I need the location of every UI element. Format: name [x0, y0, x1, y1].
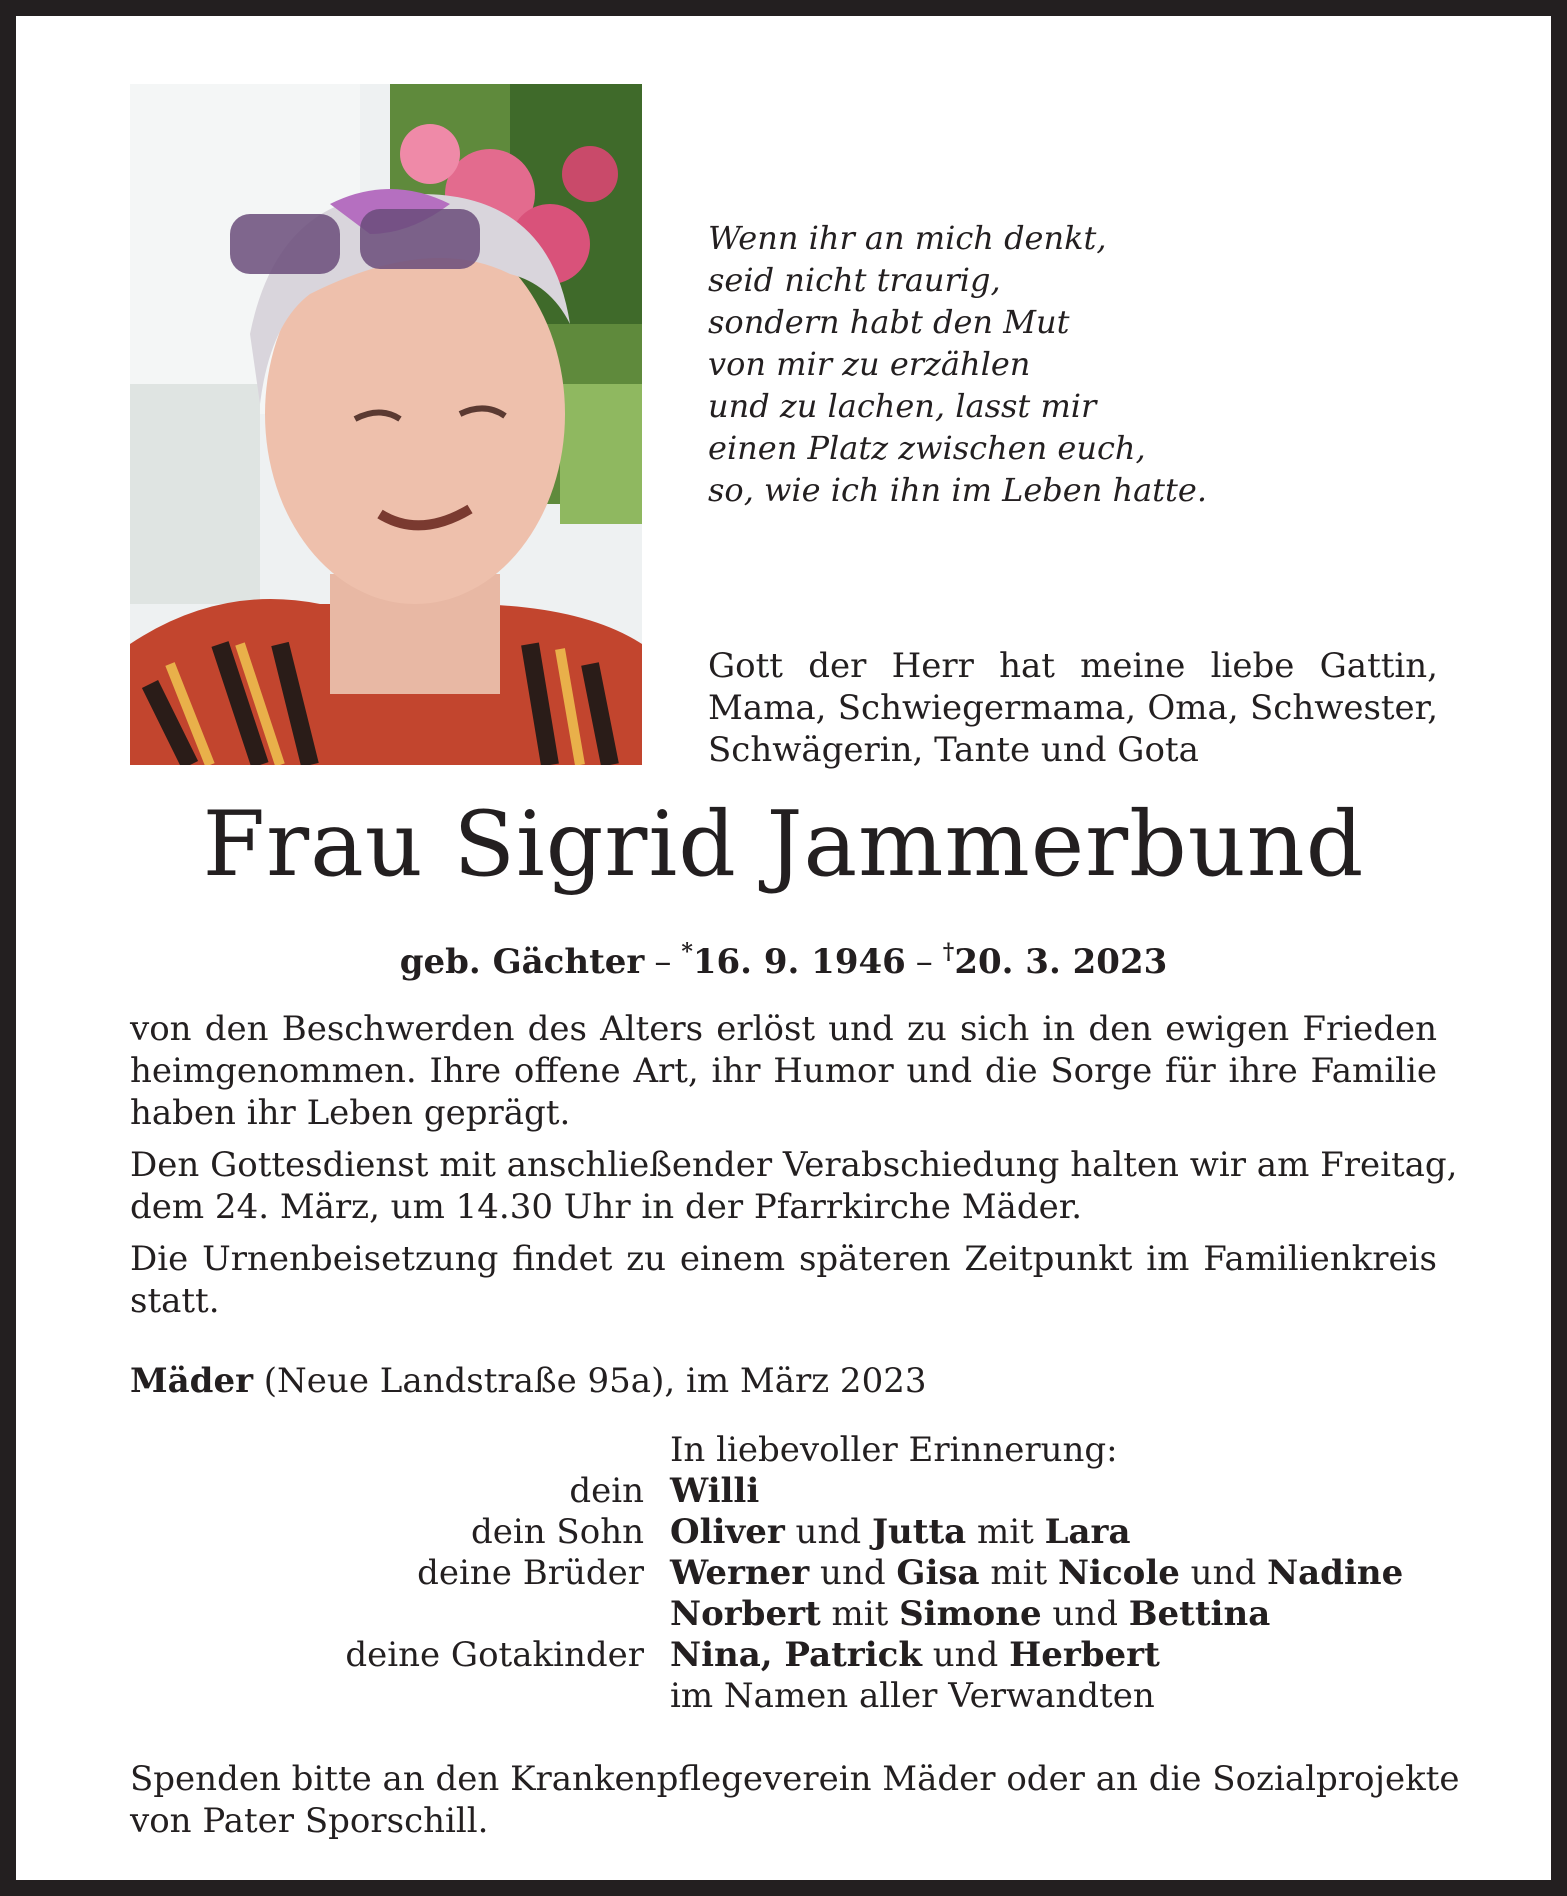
relation-label: dein Sohn: [470, 1512, 644, 1552]
relative-name: Nina, Patrick: [670, 1635, 922, 1675]
separator: –: [654, 942, 672, 982]
relative-name: Oliver: [670, 1512, 785, 1552]
relative-name: Gisa: [896, 1553, 980, 1593]
intro-line: Mama, Schwiegermama, Oma, Schwester,: [708, 688, 1438, 728]
donation-line: Spenden bitte an den Krankenpflegeverein Mäder oder an die Sozialprojekte: [130, 1759, 1460, 1799]
poem-line: Wenn ihr an mich denkt,: [708, 219, 1107, 257]
relative-name: Lara: [1044, 1512, 1131, 1552]
relative-names: [670, 1471, 1437, 1512]
relative-name: Nadine: [1267, 1553, 1404, 1593]
paragraph: [130, 1008, 1437, 1134]
relative-names: [670, 1635, 1437, 1676]
place-address: (Neue Landstraße 95a), im März 2023: [252, 1361, 927, 1401]
relative-name: Simone: [899, 1594, 1042, 1634]
birth-date: 16. 9. 1946: [692, 942, 906, 982]
death-date: 20. 3. 2023: [954, 942, 1168, 982]
paragraph-line: heimgenommen. Ihre offene Art, ihr Humor und die Sorge für ihre Familie: [130, 1051, 1437, 1091]
donation-line: von Pater Sporschill.: [130, 1801, 489, 1841]
intro-line: Schwägerin, Tante und Gota: [708, 730, 1199, 770]
relative-name: Nicole: [1057, 1553, 1180, 1593]
paragraph-line: haben ihr Leben geprägt.: [130, 1093, 571, 1133]
birth-symbol: *: [681, 939, 693, 965]
paragraph-line: Die Urnenbeisetzung findet zu einem späteren Zeitpunkt im Familienkreis: [130, 1239, 1437, 1279]
connector-text: und: [1179, 1553, 1268, 1593]
connector-text: mit: [820, 1594, 900, 1634]
relative-name: Bettina: [1128, 1594, 1271, 1634]
relative-name: Herbert: [1009, 1635, 1160, 1675]
relative-name: Jutta: [871, 1512, 967, 1552]
poem-line: sondern habt den Mut: [708, 303, 1070, 341]
portrait-photo: [130, 84, 642, 765]
family-row: [130, 1512, 1437, 1553]
relation-label: deine Brüder: [417, 1553, 644, 1593]
connector-text: und: [809, 1553, 897, 1593]
connector-text: mit: [966, 1512, 1045, 1552]
relation-label: dein: [569, 1471, 644, 1511]
deceased-name: Frau Sigrid Jammerbund: [202, 792, 1365, 897]
poem: [708, 217, 1268, 511]
relation-label: [130, 1594, 670, 1635]
intro-text: [708, 645, 1438, 771]
separator: –: [915, 942, 933, 982]
poem-line: seid nicht traurig,: [708, 261, 1001, 299]
paragraph-line: dem 24. März, um 14.30 Uhr in der Pfarrkirche Mäder.: [130, 1187, 1083, 1227]
relative-names: [670, 1553, 1437, 1594]
connector-text: und: [921, 1635, 1010, 1675]
connector-text: und: [784, 1512, 872, 1552]
paragraph-line: statt.: [130, 1281, 220, 1321]
poem-line: einen Platz zwischen euch,: [708, 429, 1146, 467]
poem-line: von mir zu erzählen: [708, 345, 1031, 383]
family-row: [130, 1635, 1437, 1676]
family-row: [130, 1471, 1437, 1512]
family-closing-row: [130, 1676, 1437, 1717]
family-signatures: [130, 1430, 1437, 1717]
family-row: [130, 1594, 1437, 1635]
intro-line: Gott der Herr hat meine liebe Gattin,: [708, 646, 1438, 686]
place-and-date: [130, 1360, 926, 1402]
relation-label: deine Gotakinder: [345, 1635, 644, 1675]
family-closing: im Namen aller Verwandten: [670, 1676, 1155, 1716]
connector-text: und: [1041, 1594, 1129, 1634]
family-heading-row: [130, 1430, 1437, 1471]
paragraph: [130, 1144, 1458, 1228]
relative-name: Willi: [670, 1471, 760, 1511]
paragraph-line: Den Gottesdienst mit anschließender Verabschiedung halten wir am Freitag,: [130, 1145, 1458, 1185]
relative-names: [670, 1512, 1437, 1553]
death-symbol: †: [942, 939, 955, 965]
birth-name: geb. Gächter: [399, 942, 645, 982]
relative-name: Werner: [670, 1553, 810, 1593]
body-text: [130, 1008, 1458, 1332]
paragraph: [130, 1238, 1437, 1322]
life-dates: [130, 930, 1437, 984]
connector-text: mit: [979, 1553, 1058, 1593]
place-town: Mäder: [130, 1361, 253, 1401]
relative-name: Norbert: [670, 1594, 821, 1634]
poem-line: so, wie ich ihn im Leben hatte.: [708, 471, 1207, 509]
donation-note: [130, 1758, 1460, 1842]
family-heading: In liebevoller Erinnerung:: [670, 1430, 1118, 1470]
poem-line: und zu lachen, lasst mir: [708, 387, 1097, 425]
family-row: [130, 1553, 1437, 1594]
paragraph-line: von den Beschwerden des Alters erlöst und zu sich in den ewigen Frieden: [130, 1009, 1437, 1049]
relative-names: [670, 1594, 1437, 1635]
